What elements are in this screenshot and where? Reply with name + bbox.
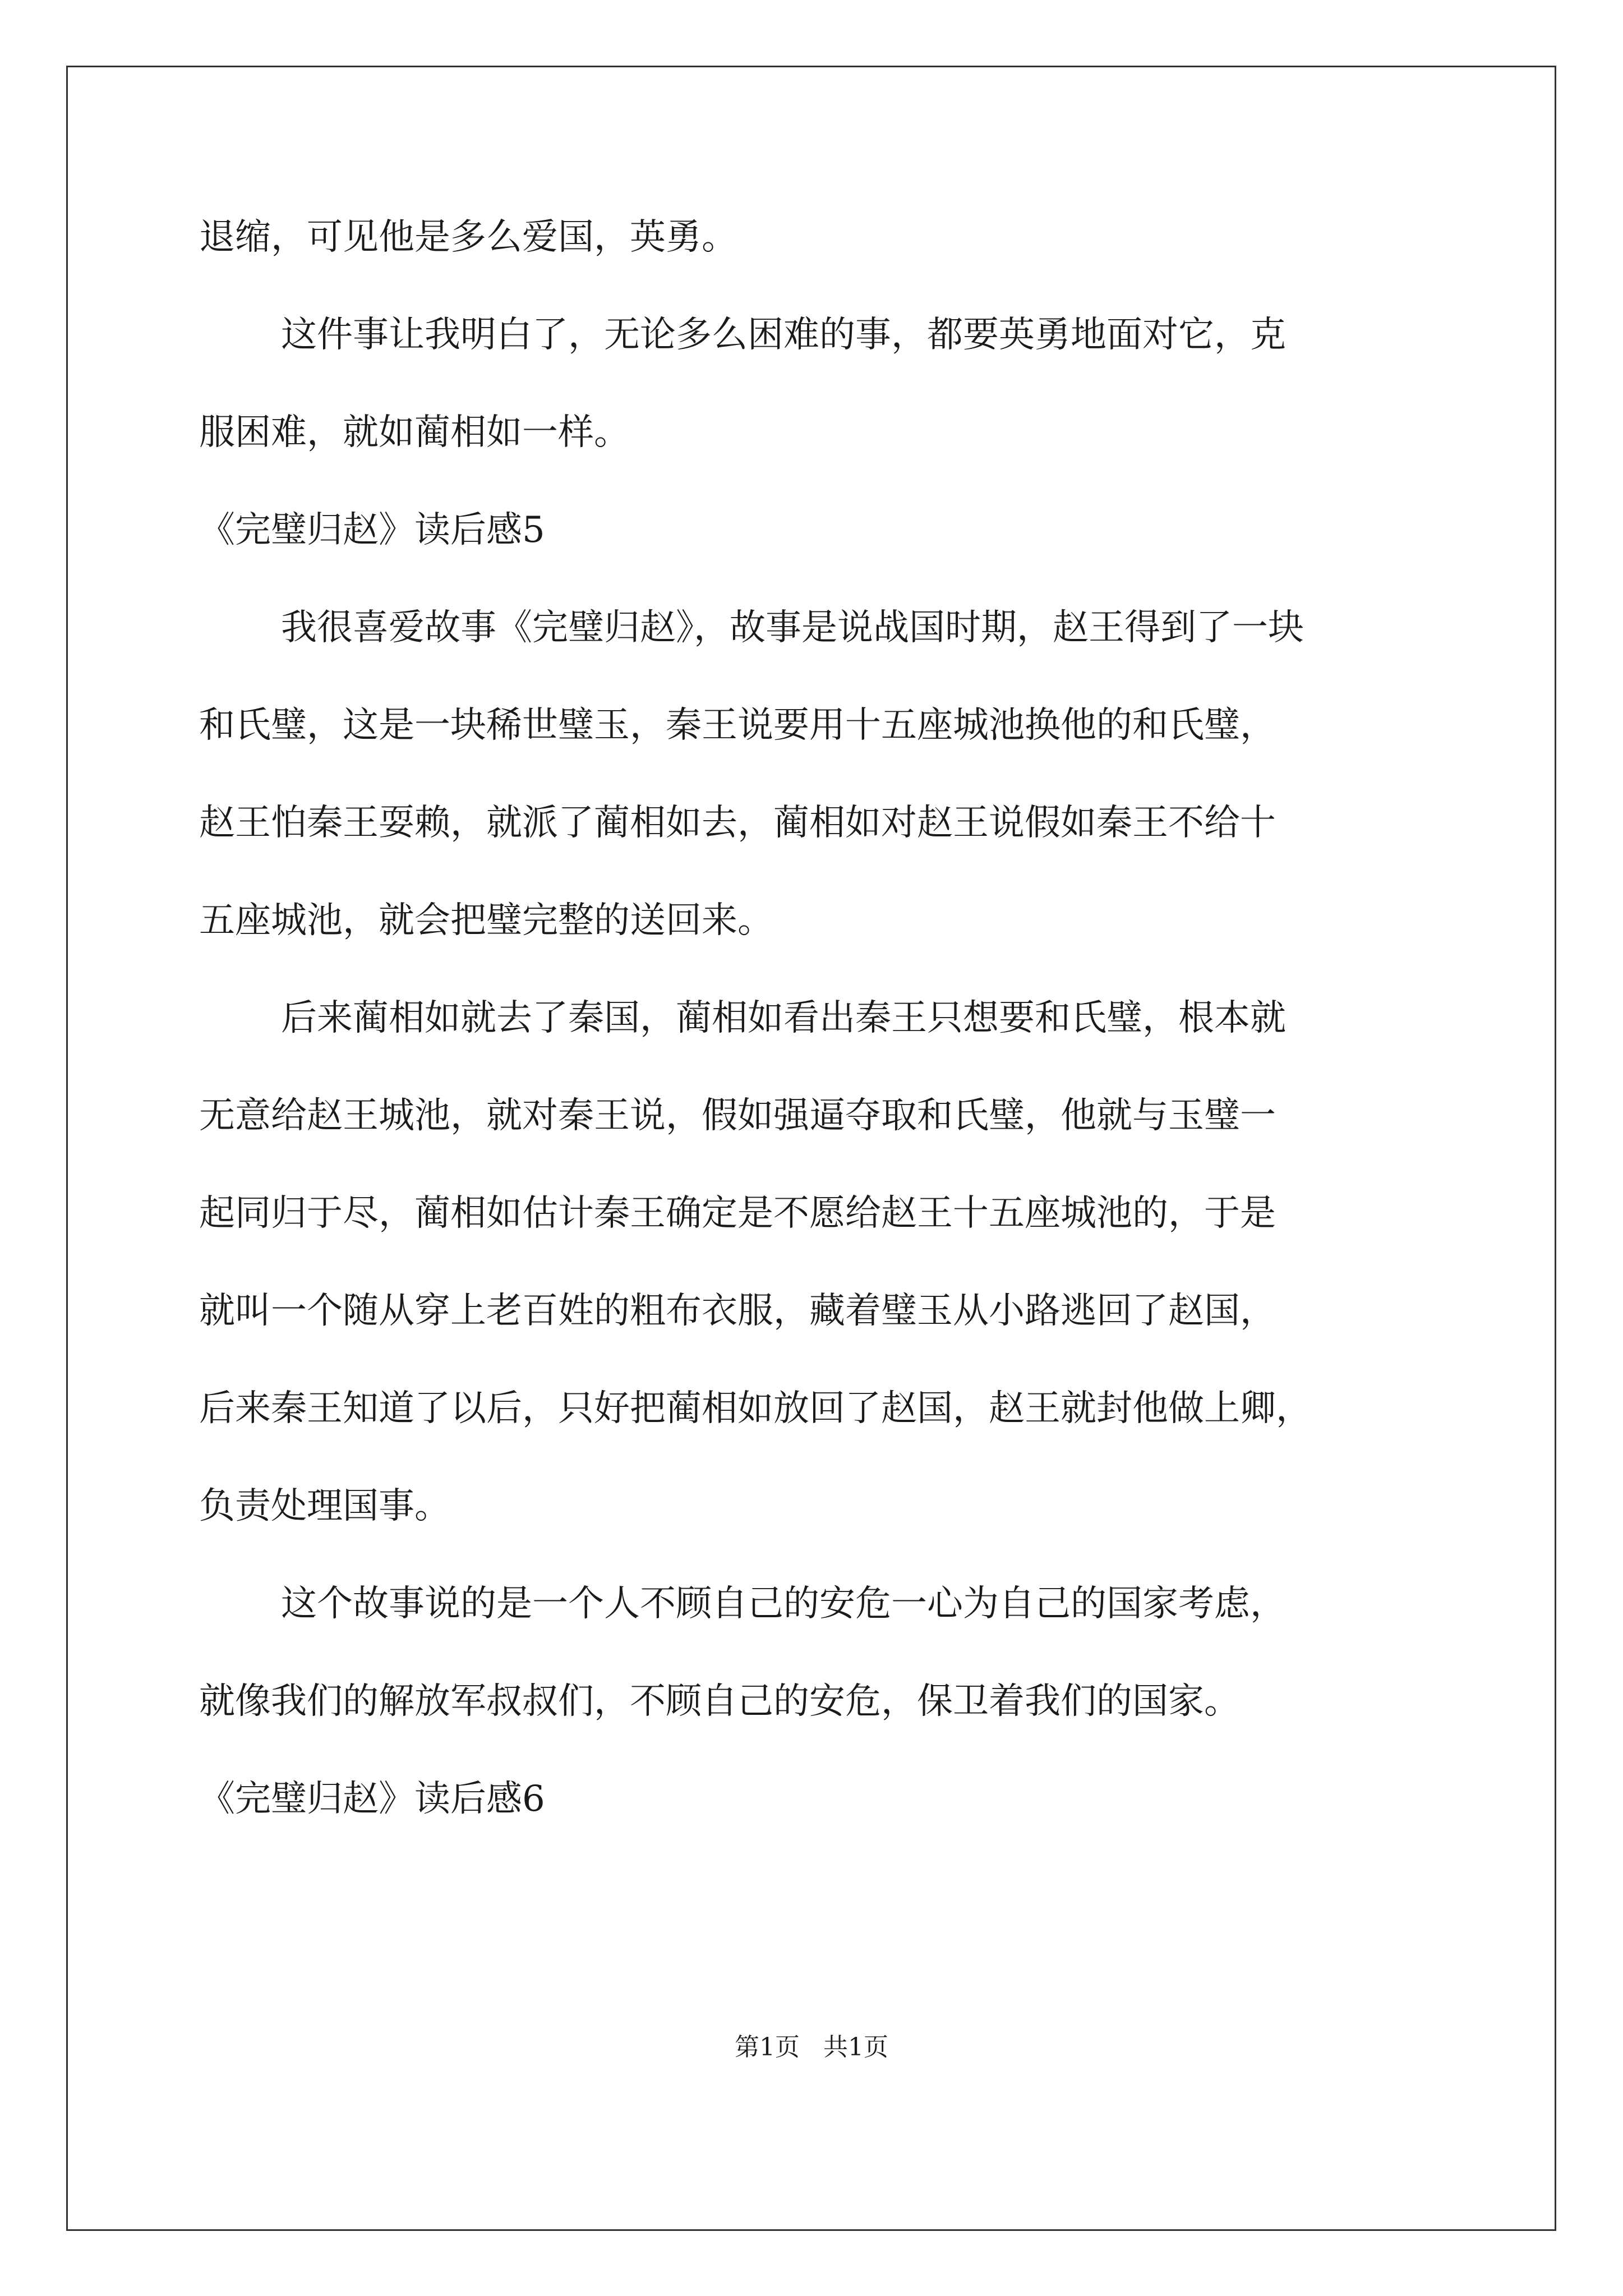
text-line: 和氏璧，这是一块稀世璧玉，秦王说要用十五座城池换他的和氏璧， [199, 705, 1276, 746]
text-line: 无意给赵王城池，就对秦王说，假如强逼夺取和氏璧，他就与玉璧一 [199, 1095, 1276, 1137]
section-heading: 《完璧归赵》读后感6 [199, 1778, 545, 1820]
text-line: 后来秦王知道了以后，只好把蔺相如放回了赵国，赵王就封他做上卿， [199, 1388, 1312, 1429]
document-body [199, 198, 1450, 1857]
text-line: 这件事让我明白了，无论多么困难的事，都要英勇地面对它，克 [281, 314, 1286, 356]
section-heading: 《完璧归赵》读后感5 [199, 509, 545, 551]
text-line: 服困难，就如蔺相如一样。 [199, 412, 630, 453]
text-line: 起同归于尽，蔺相如估计秦王确定是不愿给赵王十五座城池的，于是 [199, 1193, 1276, 1234]
text-line: 五座城池，就会把璧完整的送回来。 [199, 900, 773, 941]
page-footer: 第1页 共1页 [735, 2033, 888, 2062]
text-line: 这个故事说的是一个人不顾自己的安危一心为自己的国家考虑， [281, 1583, 1286, 1625]
text-line: 就叫一个随从穿上老百姓的粗布衣服，藏着璧玉从小路逃回了赵国， [199, 1290, 1276, 1332]
text-line: 退缩，可见他是多么爱国，英勇。 [199, 217, 737, 258]
text-line: 就像我们的解放军叔叔们，不顾自己的安危，保卫着我们的国家。 [199, 1681, 1240, 1722]
text-line: 赵王怕秦王耍赖，就派了蔺相如去，蔺相如对赵王说假如秦王不给十 [199, 802, 1276, 844]
text-line: 我很喜爱故事《完璧归赵》，故事是说战国时期，赵王得到了一块 [281, 607, 1304, 648]
text-line: 负责处理国事。 [199, 1485, 450, 1527]
text-line: 后来蔺相如就去了秦国，蔺相如看出秦王只想要和氏璧，根本就 [281, 997, 1286, 1039]
